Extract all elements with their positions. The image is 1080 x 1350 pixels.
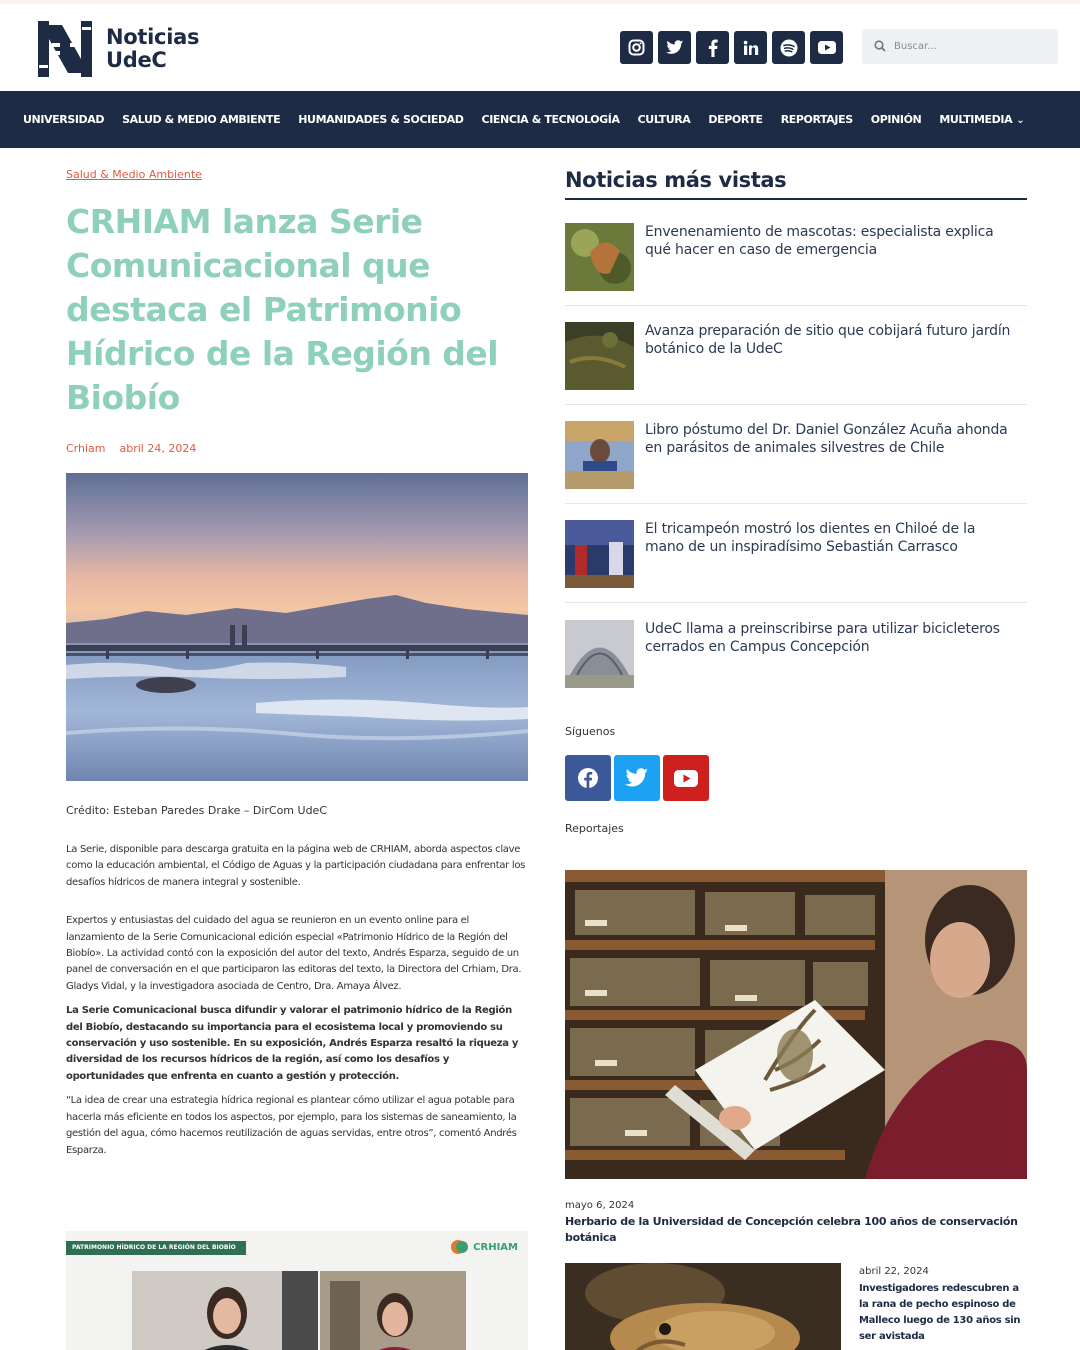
reportaje-image[interactable] — [565, 870, 1027, 1179]
search-input[interactable] — [894, 41, 1044, 52]
logo-mark-icon — [38, 21, 92, 77]
instagram-icon[interactable] — [620, 31, 653, 64]
video-logo — [450, 1239, 518, 1255]
article-paragraph: La Serie Comunicacional busca difundir y valorar el patrimonio hídrico de la Región del Biobío, destacando su importancia para el ecosistema local y promoviendo su conservación y uso sostenible. En su exposición, Andrés Esparza resaltó la riqueza y diversidad de los recursos hídricos de la región, así como los desafíos y oportunidades que enfrenta en cuanto a gestión y protección. — [66, 1005, 519, 1082]
reportaje-date: abril 22, 2024 — [859, 1266, 929, 1277]
article-date: abril 24, 2024 — [119, 442, 197, 455]
most-viewed-item[interactable] — [565, 223, 1027, 322]
news-thumbnail — [565, 421, 634, 489]
search-icon[interactable] — [874, 37, 886, 56]
follow-buttons — [565, 755, 709, 801]
reportajes-label: Reportajes — [565, 822, 624, 835]
most-viewed-item[interactable] — [565, 421, 1027, 520]
spotify-icon[interactable] — [772, 31, 805, 64]
site-header — [0, 4, 1080, 91]
article-paragraph: Expertos y entusiastas del cuidado del agua se reunieron en un evento online para el lanzamiento de la Serie Comunicacional edición especial «Patrimonio Hídrico de la Región del Biobío». La actividad contó con la exposición del autor del texto, Andrés Esparza, seguido de un panel de conversación en el que participaron las editoras del texto, la Directora del Crhiam, Dra. Gladys Vidal, y la investigadora asociada de Centro, Dra. Amaya Álvez. — [66, 915, 522, 992]
item-divider — [565, 305, 1027, 306]
twitter-icon[interactable] — [614, 755, 660, 801]
youtube-icon[interactable] — [810, 31, 843, 64]
logo-text — [106, 26, 199, 72]
nav-item-multimedia[interactable] — [939, 113, 1024, 126]
article-body — [66, 842, 528, 1167]
most-viewed-title: Noticias más vistas — [565, 168, 787, 192]
reportaje-image[interactable] — [565, 1263, 841, 1350]
news-thumbnail — [565, 322, 634, 390]
most-viewed-item[interactable] — [565, 620, 1027, 719]
facebook-icon[interactable] — [565, 755, 611, 801]
item-divider — [565, 602, 1027, 603]
news-headline: Libro póstumo del Dr. Daniel González Acuña ahonda en parásitos de animales silvestres de Chile — [645, 422, 1008, 456]
news-thumbnail — [565, 223, 634, 291]
nav-item-deporte[interactable]: DEPORTE — [708, 113, 763, 126]
nav-item-ciencia[interactable]: CIENCIA & TECNOLOGÍA — [481, 113, 620, 126]
logo-line2: UdeC — [106, 48, 167, 72]
nav-item-cultura[interactable]: CULTURA — [637, 113, 691, 126]
youtube-icon[interactable] — [663, 755, 709, 801]
article-category[interactable]: Salud & Medio Ambiente — [66, 168, 202, 181]
reportaje-title[interactable]: Investigadores redescubren a la rana de pecho espinoso de Malleco luego de 130 años sin ser avistada — [859, 1283, 1021, 1342]
section-divider — [565, 198, 1027, 200]
chevron-down-icon: ⌄ — [1016, 115, 1025, 126]
linkedin-icon[interactable] — [734, 31, 767, 64]
article-title: CRHIAM lanza Serie Comunicacional que destaca el Patrimonio Hídrico de la Región del Biobío — [66, 202, 499, 417]
item-divider — [565, 503, 1027, 504]
crhiam-logo-icon — [450, 1239, 470, 1255]
article-paragraph: La Serie, disponible para descarga gratuita en la página web de CRHIAM, aborda aspectos clave como la educación ambiental, el Código de Aguas y la participación ciudadana para enfrentar los desafíos hídricos de manera integral y sostenible. — [66, 844, 526, 888]
video-participant-2 — [320, 1271, 466, 1350]
news-thumbnail — [565, 620, 634, 688]
news-headline: Avanza preparación de sitio que cobijará futuro jardín botánico de la UdeC — [645, 323, 1011, 357]
video-participant-1 — [132, 1271, 318, 1350]
embedded-video-thumbnail[interactable] — [66, 1231, 528, 1350]
article-meta — [66, 442, 196, 455]
main-nav — [0, 91, 1080, 148]
article-author[interactable]: Crhiam — [66, 442, 106, 455]
reportaje-date: mayo 6, 2024 — [565, 1200, 635, 1211]
news-headline: UdeC llama a preinscribirse para utilizar bicicleteros cerrados en Campus Concepción — [645, 621, 1000, 655]
nav-item-multimedia-label: MULTIMEDIA — [939, 113, 1013, 126]
search-box — [862, 29, 1058, 64]
nav-item-salud[interactable]: SALUD & MEDIO AMBIENTE — [122, 113, 281, 126]
most-viewed-item[interactable] — [565, 520, 1027, 619]
nav-item-humanidades[interactable]: HUMANIDADES & SOCIEDAD — [298, 113, 464, 126]
nav-item-opinion[interactable]: OPINIÓN — [870, 113, 922, 126]
facebook-icon[interactable] — [696, 31, 729, 64]
hero-caption: Crédito: Esteban Paredes Drake – DirCom UdeC — [66, 804, 327, 817]
logo-line1: Noticias — [106, 25, 200, 49]
news-headline: El tricampeón mostró los dientes en Chiloé de la mano de un inspiradísimo Sebastián Carrasco — [645, 521, 976, 555]
follow-label: Síguenos — [565, 725, 616, 738]
video-logo-text: CRHIAM — [473, 1241, 518, 1253]
reportaje-title[interactable]: Herbario de la Universidad de Concepción celebra 100 años de conservación botánica — [565, 1215, 1018, 1244]
nav-item-reportajes[interactable]: REPORTAJES — [780, 113, 853, 126]
news-headline: Envenenamiento de mascotas: especialista explica qué hacer en caso de emergencia — [645, 224, 994, 258]
article-paragraph: “La idea de crear una estrategia hídrica regional es plantear cómo utilizar el agua potable para hacerla más eficiente en todos los aspectos, por ejemplo, para los sistemas de saneamiento, la gestión del agua, cómo hacemos reutilización de aguas servidas, entre otros”, comentó Andrés Esparza. — [66, 1095, 517, 1156]
most-viewed-item[interactable] — [565, 322, 1027, 421]
nav-item-universidad[interactable]: UNIVERSIDAD — [23, 113, 105, 126]
item-divider — [565, 404, 1027, 405]
video-banner: PATRIMONIO HÍDRICO DE LA REGIÓN DEL BIOBÍO — [66, 1241, 246, 1255]
header-social-links — [620, 31, 843, 64]
site-logo[interactable] — [38, 21, 199, 77]
news-thumbnail — [565, 520, 634, 588]
twitter-icon[interactable] — [658, 31, 691, 64]
article-hero-image — [66, 473, 528, 781]
